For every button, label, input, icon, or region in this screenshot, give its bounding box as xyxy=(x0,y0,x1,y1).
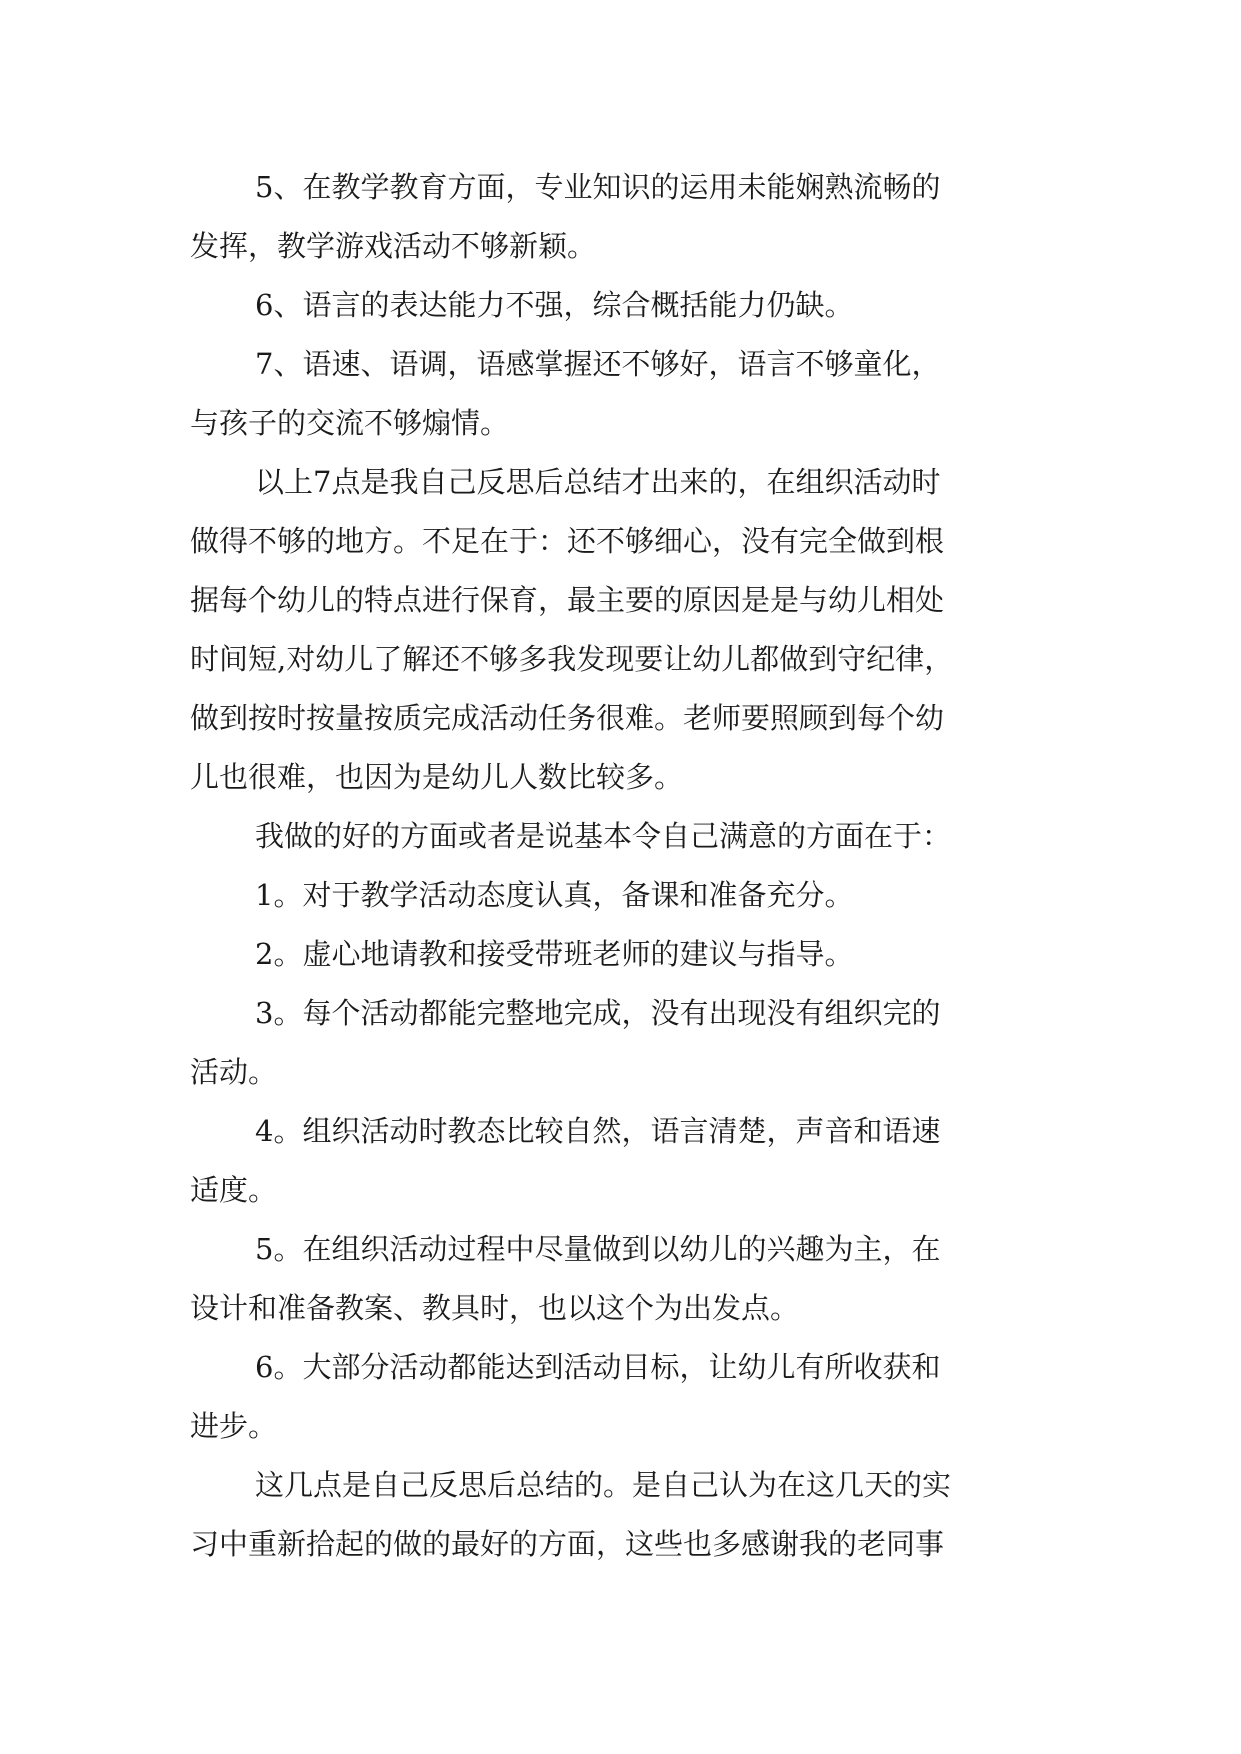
text-line: 2。虚心地请教和接受带班老师的建议与指导。 xyxy=(255,937,854,971)
text-line: 1。对于教学活动态度认真，备课和准备充分。 xyxy=(255,878,854,912)
text-line: 发挥，教学游戏活动不够新颖。 xyxy=(190,229,597,263)
text-line: 适度。 xyxy=(190,1173,278,1207)
text-line: 习中重新拾起的做的最好的方面，这些也多感谢我的老同事 xyxy=(190,1527,945,1561)
text-line: 儿也很难，也因为是幼儿人数比较多。 xyxy=(190,760,684,794)
text-line: 以上7点是我自己反思后总结才出来的，在组织活动时 xyxy=(255,465,941,499)
text-line: 与孩子的交流不够煽情。 xyxy=(190,406,510,440)
text-line: 进步。 xyxy=(190,1409,278,1443)
text-line: 活动。 xyxy=(190,1055,278,1089)
text-line: 设计和准备教案、教具时，也以这个为出发点。 xyxy=(190,1291,800,1325)
text-line: 7、语速、语调，语感掌握还不够好，语言不够童化， xyxy=(255,347,941,381)
text-line: 做到按时按量按质完成活动任务很难。老师要照顾到每个幼 xyxy=(190,701,945,735)
text-line: 据每个幼儿的特点进行保育，最主要的原因是是与幼儿相处 xyxy=(190,583,945,617)
text-line: 6、语言的表达能力不强，综合概括能力仍缺。 xyxy=(255,288,854,322)
text-line: 5、在教学教育方面，专业知识的运用未能娴熟流畅的 xyxy=(255,170,941,204)
text-line: 我做的好的方面或者是说基本令自己满意的方面在于： xyxy=(255,819,952,853)
text-line: 这几点是自己反思后总结的。是自己认为在这几天的实 xyxy=(255,1468,952,1502)
text-line: 5。在组织活动过程中尽量做到以幼儿的兴趣为主，在 xyxy=(255,1232,941,1266)
text-line: 3。每个活动都能完整地完成，没有出现没有组织完的 xyxy=(255,996,941,1030)
document-body xyxy=(190,158,1060,1574)
text-line: 4。组织活动时教态比较自然，语言清楚，声音和语速 xyxy=(255,1114,941,1148)
text-line: 6。大部分活动都能达到活动目标，让幼儿有所收获和 xyxy=(255,1350,941,1384)
text-line: 做得不够的地方。不足在于：还不够细心，没有完全做到根 xyxy=(190,524,945,558)
text-line: 时间短,对幼儿了解还不够多我发现要让幼儿都做到守纪律， xyxy=(190,642,954,676)
